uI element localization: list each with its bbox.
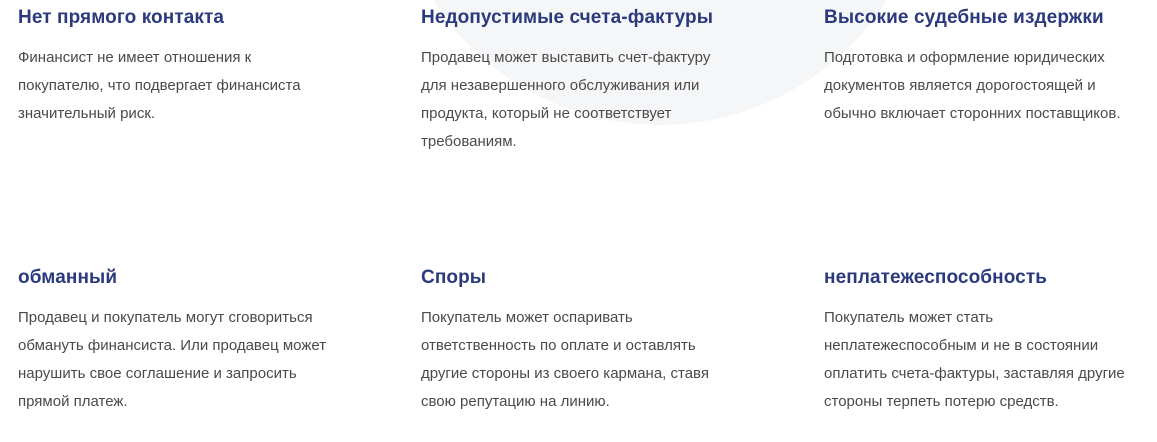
card-description: Покупатель может оспаривать ответственность по оплате и оставлять другие стороны из своего кармана, ставя свою репутацию на линию. (421, 309, 709, 410)
card-title: Недопустимые счета-фактуры (421, 7, 714, 28)
card-title: Высокие судебные издержки (824, 7, 1104, 28)
card-high-legal-costs (824, 6, 1154, 128)
card-description: Продавец может выставить счет-фактуру для незавершенного обслуживания или продукта, который не соответствует требованиям. (421, 49, 711, 150)
card-invalid-invoices (421, 6, 751, 156)
card-title: обманный (18, 267, 118, 288)
card-title: неплатежеспособность (824, 267, 1048, 288)
card-disputes (421, 266, 751, 416)
card-fraud (18, 266, 348, 416)
card-title: Споры (421, 267, 487, 288)
card-insolvency (824, 266, 1154, 416)
card-description: Покупатель может стать неплатежеспособным и не в состоянии оплатить счета-фактуры, заставляя другие стороны терпеть потерю средств. (824, 309, 1125, 410)
card-description: Подготовка и оформление юридических документов является дорогостоящей и обычно включает сторонних поставщиков. (824, 49, 1121, 122)
card-no-direct-contact (18, 6, 348, 128)
card-description: Финансист не имеет отношения к покупателю, что подвергает финансиста значительный риск. (18, 49, 301, 122)
card-description: Продавец и покупатель могут сговориться обмануть финансиста. Или продавец может нарушить свое соглашение и запросить прямой платеж. (18, 309, 327, 410)
card-title: Нет прямого контакта (18, 7, 225, 28)
